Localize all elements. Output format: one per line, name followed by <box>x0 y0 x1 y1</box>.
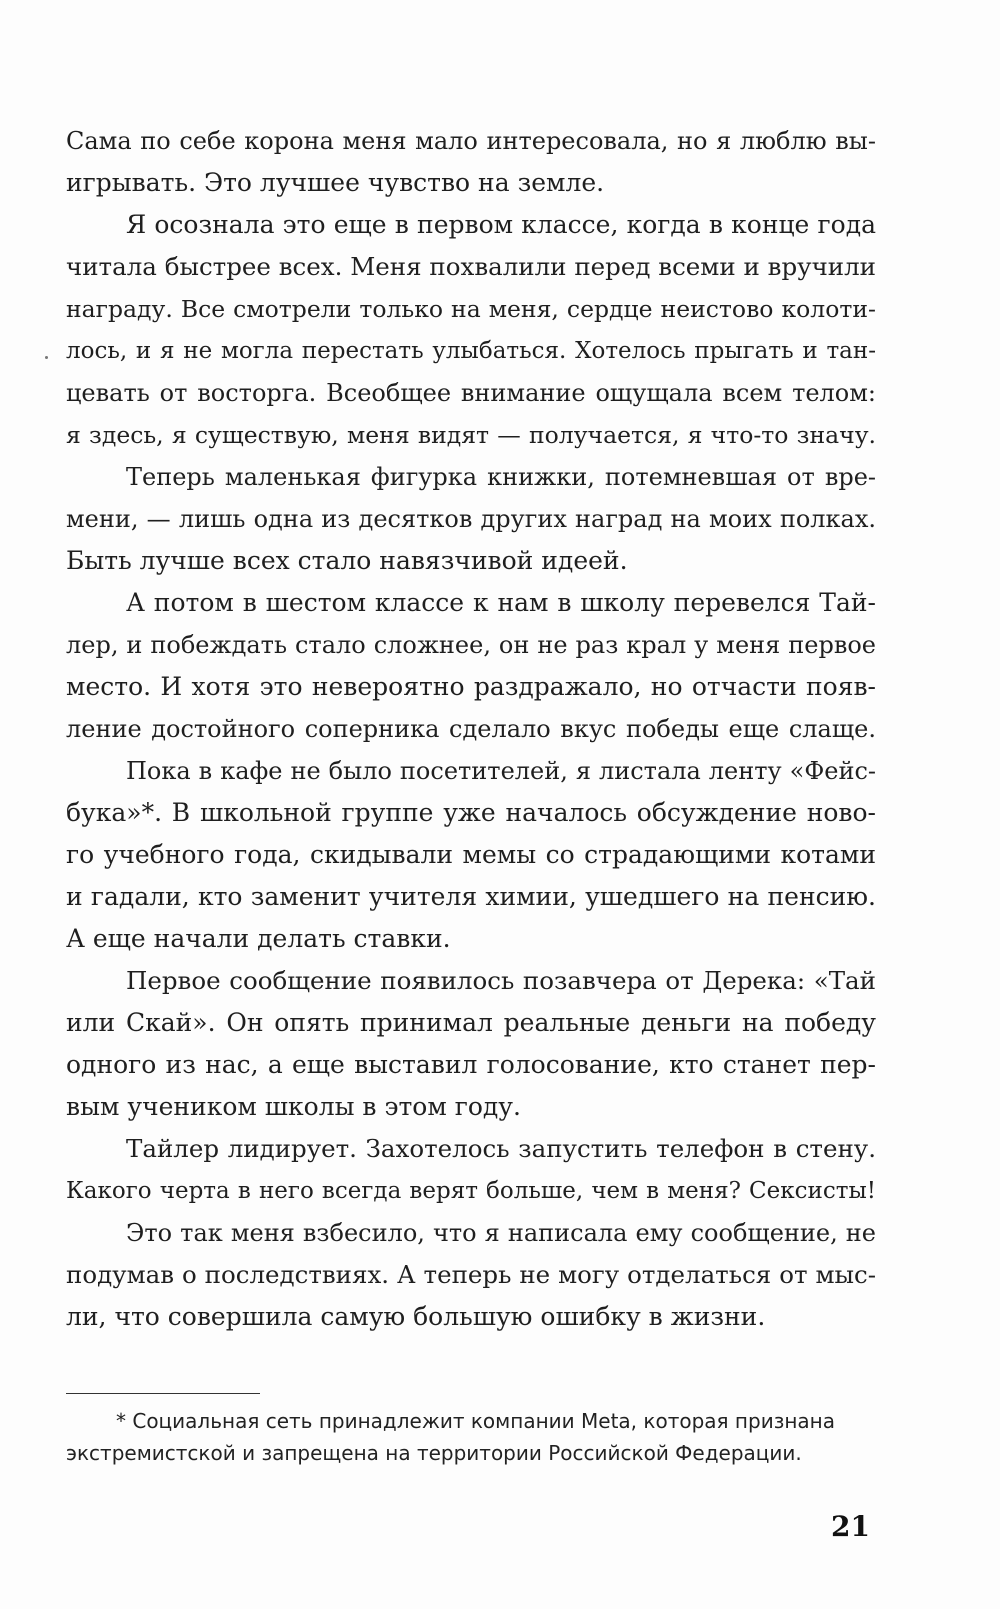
text-line: цевать от восторга. Всеобщее внимание ощущала всем телом: <box>66 379 876 407</box>
text-line: или Скай». Он опять принимал реальные деньги на победу <box>66 1008 876 1037</box>
print-speck <box>45 356 48 359</box>
text-line: лось, и я не могла перестать улыбаться. Хотелось прыгать и тан- <box>66 338 876 364</box>
text-line: игрывать. Это лучшее чувство на земле. <box>66 168 605 197</box>
text-line: Быть лучше всех стало навязчивой идеей. <box>66 546 628 575</box>
text-line: награду. Все смотрели только на меня, сердце неистово колоти- <box>66 295 876 323</box>
footnote-line-2: экстремистской и запрещена на территории Российской Федерации. <box>66 1441 802 1465</box>
text-line: место. И хотя это невероятно раздражало, но отчасти появ- <box>66 672 876 701</box>
text-line: ление достойного соперника сделало вкус победы еще слаще. <box>66 715 876 743</box>
page-number: 21 <box>831 1510 870 1543</box>
text-line: и гадали, кто заменит учителя химии, ушедшего на пенсию. <box>66 882 876 911</box>
text-line: Это так меня взбесило, что я написала ему сообщение, не <box>126 1219 876 1247</box>
footnote-divider <box>66 1393 260 1394</box>
text-line: вым учеником школы в этом году. <box>66 1092 521 1121</box>
text-line: го учебного года, скидывали мемы со страдающими котами <box>66 840 876 869</box>
footnote-line-1: * Социальная сеть принадлежит компании Meta, которая признана <box>116 1409 836 1433</box>
text-line: бука»*. В школьной группе уже началось обсуждение ново- <box>66 798 876 827</box>
text-line: Тайлер лидирует. Захотелось запустить телефон в стену. <box>126 1134 876 1163</box>
text-line: одного из нас, а еще выставил голосование, кто станет пер- <box>66 1050 876 1079</box>
text-line: мени, — лишь одна из десятков других наград на моих полках. <box>66 505 876 533</box>
text-line: ли, что совершила самую большую ошибку в жизни. <box>66 1302 766 1331</box>
text-line: Теперь маленькая фигурка книжки, потемневшая от вре- <box>126 463 876 491</box>
text-line: подумав о последствиях. А теперь не могу отделаться от мыс- <box>66 1260 876 1289</box>
text-line: Какого черта в него всегда верят больше, чем в меня? Сексисты! <box>66 1178 876 1204</box>
text-line: А потом в шестом классе к нам в школу перевелся Тай- <box>126 588 876 617</box>
text-line: Сама по себе корона меня мало интересовала, но я люблю вы- <box>66 127 876 155</box>
text-line: Первое сообщение появилось позавчера от Дерека: «Тай <box>126 966 876 995</box>
text-line: А еще начали делать ставки. <box>66 924 451 953</box>
footnote <box>66 1405 876 1469</box>
text-line: я здесь, я существую, меня видят — получается, я что-то значу. <box>66 421 876 449</box>
text-line: читала быстрее всех. Меня похвалили перед всеми и вручили <box>66 252 876 281</box>
body-text <box>66 120 876 1338</box>
text-line: Я осознала это еще в первом классе, когда в конце года <box>126 210 876 239</box>
text-line: лер, и побеждать стало сложнее, он не раз крал у меня первое <box>66 631 876 659</box>
text-line: Пока в кафе не было посетителей, я листала ленту «Фейс- <box>126 757 876 785</box>
